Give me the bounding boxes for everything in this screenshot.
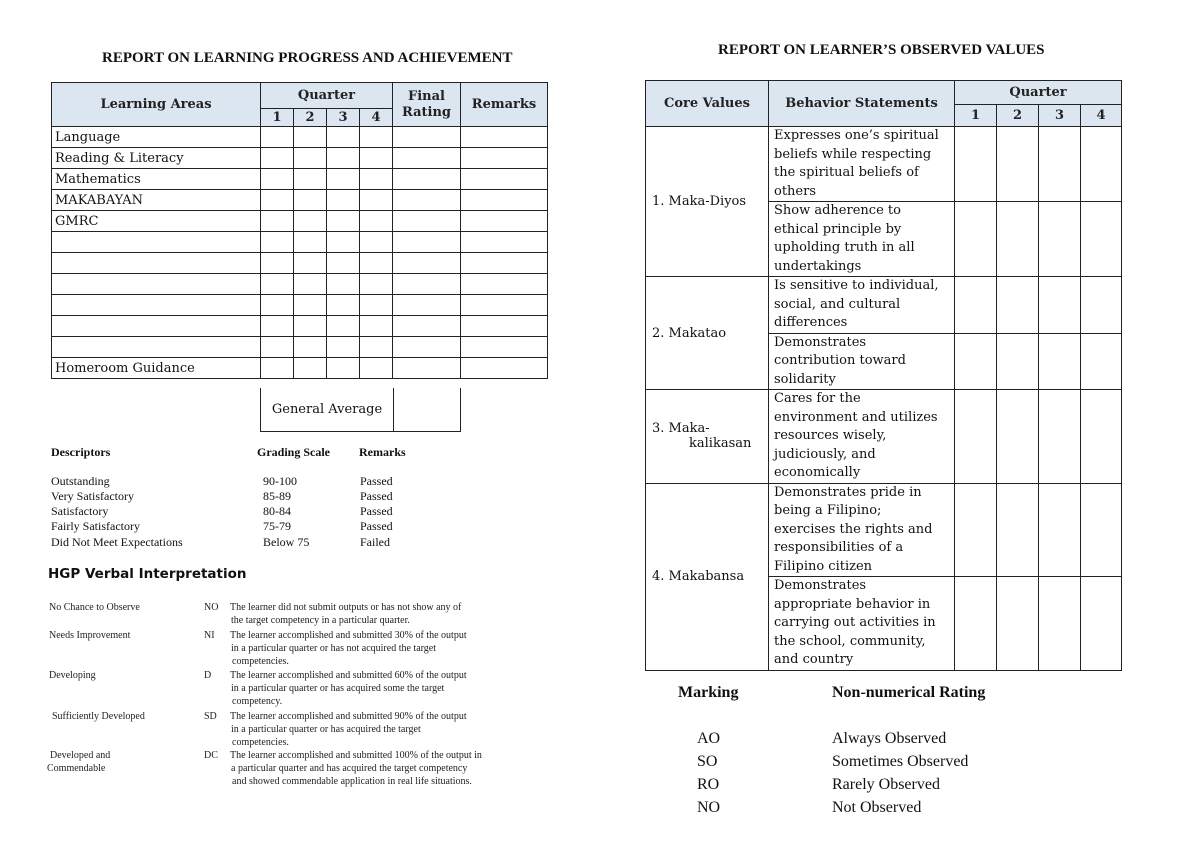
descriptor-remark: Passed [360,489,393,503]
behavior-statement: Demonstrates pride in being a Filipino; exercises the rights and responsibilities of a Filipino citizen [769,483,955,577]
non-numerical-rating-header: Non-numerical Rating [832,684,986,701]
final-rating-cell[interactable] [393,253,461,274]
quarter-4-grade-cell[interactable] [360,295,393,316]
values-quarter-2-header: 2 [997,105,1039,127]
quarter-1-grade-cell[interactable] [261,253,294,274]
grading-scale-value: 85-89 [263,489,291,503]
descriptor-label: Very Satisfactory [51,489,134,503]
marking-code: AO [697,730,721,747]
learning-area-name: Language [52,127,261,148]
value-quarter-3-cell[interactable] [1039,202,1081,277]
value-quarter-1-cell[interactable] [955,202,997,277]
quarter-1-grade-cell[interactable] [261,211,294,232]
descriptor-remark: Passed [360,474,393,488]
value-quarter-2-cell[interactable] [997,577,1039,671]
quarter-4-grade-cell[interactable] [360,253,393,274]
quarter-2-grade-cell[interactable] [294,232,327,253]
behavior-statement: Show adherence to ethical principle by upholding truth in all undertakings [769,202,955,277]
value-quarter-3-cell[interactable] [1039,127,1081,202]
quarter-2-grade-cell[interactable] [294,127,327,148]
remarks-cell[interactable] [461,253,548,274]
grading-scale-value: 80-84 [263,504,291,518]
behavior-statement: Demonstrates appropriate behavior in carrying out activities in the school, community, and country [769,577,955,671]
learning-area-name: Homeroom Guidance [52,358,261,379]
remarks-cell[interactable] [461,274,548,295]
hgp-title: HGP Verbal Interpretation [48,566,247,582]
hgp-code: SD [204,711,217,722]
marking-code: SO [697,753,718,770]
quarter-4-grade-cell[interactable] [360,316,393,337]
final-rating-cell[interactable] [393,232,461,253]
quarter-1-grade-cell[interactable] [261,169,294,190]
hgp-code: NI [204,630,215,641]
behavior-row [646,483,1122,577]
quarter-3-grade-cell[interactable] [327,232,360,253]
quarter-4-grade-cell[interactable] [360,358,393,379]
grading-scale-value: 75-79 [263,519,291,533]
remarks-cell[interactable] [461,232,548,253]
hgp-code: NO [204,602,219,613]
learning-area-name: MAKABAYAN [52,190,261,211]
behavior-statement: Cares for the environment and utilizes resources wisely, judiciously, and economically [769,390,955,484]
grade-row [52,253,548,274]
quarter-3-grade-cell[interactable] [327,253,360,274]
descriptor-label: Satisfactory [51,504,109,518]
quarter-3-grade-cell[interactable] [327,316,360,337]
quarter-1-grade-cell[interactable] [261,232,294,253]
hgp-label: No Chance to Observe [49,602,140,613]
hgp-description: The learner accomplished and submitted 90% of the output in a particular quarter or has acquired the target competencies. [230,711,467,748]
hgp-label: Sufficiently Developed [52,711,145,722]
behavior-row [646,277,1122,334]
descriptor-remark: Passed [360,519,393,533]
observed-values-title: REPORT ON LEARNER’S OBSERVED VALUES [718,42,1045,58]
grade-row [52,211,548,232]
core-value-label: 4. Makabansa [646,483,769,670]
quarter-1-grade-cell[interactable] [261,358,294,379]
grade-row [52,316,548,337]
remarks-cell[interactable] [461,211,548,232]
learning-area-name: Reading & Literacy [52,148,261,169]
grading-scale-value: 90-100 [263,474,297,488]
descriptor-remark: Passed [360,504,393,518]
quarter-1-header: 1 [261,109,294,127]
final-rating-cell[interactable] [393,337,461,358]
value-quarter-4-cell[interactable] [1081,333,1122,390]
behavior-statements-header: Behavior Statements [769,81,955,127]
quarter-4-header: 4 [360,109,393,127]
remarks-cell[interactable] [461,337,548,358]
learning-area-name [52,337,261,358]
learning-area-name [52,253,261,274]
behavior-statement: Expresses one’s spiritual beliefs while respecting the spiritual beliefs of others [769,127,955,202]
marking-rating: Always Observed [832,730,947,747]
quarter-2-grade-cell[interactable] [294,169,327,190]
hgp-description: The learner accomplished and submitted 100% of the output in a particular quarter and has acquired the target competency and showed commendable application in real life situations. [230,750,482,787]
grade-row [52,274,548,295]
value-quarter-2-cell[interactable] [997,483,1039,577]
quarter-header: Quarter [261,83,393,109]
descriptor-remark: Failed [360,535,390,549]
quarter-2-grade-cell[interactable] [294,148,327,169]
quarter-3-grade-cell[interactable] [327,358,360,379]
value-quarter-1-cell[interactable] [955,483,997,577]
remarks-cell[interactable] [461,316,548,337]
descriptor-remarks-header: Remarks [359,445,406,459]
final-rating-cell[interactable] [393,169,461,190]
value-quarter-1-cell[interactable] [955,390,997,484]
marking-rating: Sometimes Observed [832,753,969,770]
value-quarter-1-cell[interactable] [955,577,997,671]
grade-row [52,169,548,190]
marking-rating: Not Observed [832,799,922,816]
quarter-2-grade-cell[interactable] [294,190,327,211]
final-rating-header: Final Rating [393,83,461,127]
value-quarter-1-cell[interactable] [955,333,997,390]
behavior-statement: Is sensitive to individual, social, and cultural differences [769,277,955,334]
grade-row [52,337,548,358]
quarter-4-grade-cell[interactable] [360,127,393,148]
remarks-cell[interactable] [461,127,548,148]
quarter-2-header: 2 [294,109,327,127]
general-average-value-cell[interactable] [393,388,461,432]
final-rating-cell[interactable] [393,148,461,169]
quarter-3-grade-cell[interactable] [327,295,360,316]
learning-area-name [52,295,261,316]
quarter-3-header: 3 [327,109,360,127]
learning-area-name: GMRC [52,211,261,232]
quarter-2-grade-cell[interactable] [294,295,327,316]
remarks-cell[interactable] [461,295,548,316]
values-quarter-4-header: 4 [1081,105,1122,127]
hgp-description: The learner accomplished and submitted 30% of the output in a particular quarter or has not acquired the target competencies. [230,630,467,667]
value-quarter-2-cell[interactable] [997,127,1039,202]
values-quarter-3-header: 3 [1039,105,1081,127]
descriptor-label: Did Not Meet Expectations [51,535,183,549]
grade-row [52,358,548,379]
grade-row [52,295,548,316]
value-quarter-4-cell[interactable] [1081,127,1122,202]
quarter-2-grade-cell[interactable] [294,211,327,232]
quarter-1-grade-cell[interactable] [261,295,294,316]
learning-area-name [52,232,261,253]
hgp-description: The learner did not submit outputs or has not show any of the target competency in a particular quarter. [230,602,462,626]
general-average-box [260,388,461,432]
value-quarter-4-cell[interactable] [1081,577,1122,671]
core-values-header: Core Values [646,81,769,127]
quarter-3-grade-cell[interactable] [327,274,360,295]
grading-scale-value: Below 75 [263,535,310,549]
observed-values-table [645,80,1122,671]
quarter-4-grade-cell[interactable] [360,190,393,211]
behavior-row [646,390,1122,484]
remarks-cell[interactable] [461,190,548,211]
final-rating-cell[interactable] [393,316,461,337]
values-quarter-header: Quarter [955,81,1122,105]
learning-areas-header: Learning Areas [52,83,261,127]
hgp-code: DC [204,750,218,761]
quarter-2-grade-cell[interactable] [294,274,327,295]
value-quarter-2-cell[interactable] [997,277,1039,334]
grade-row [52,127,548,148]
value-quarter-4-cell[interactable] [1081,277,1122,334]
hgp-description: The learner accomplished and submitted 60% of the output in a particular quarter or has acquired some the target competency. [230,670,467,707]
quarter-1-grade-cell[interactable] [261,316,294,337]
behavior-statement: Demonstrates contribution toward solidarity [769,333,955,390]
behavior-row [646,127,1122,202]
value-quarter-1-cell[interactable] [955,277,997,334]
quarter-3-grade-cell[interactable] [327,190,360,211]
quarter-3-grade-cell[interactable] [327,148,360,169]
value-quarter-4-cell[interactable] [1081,483,1122,577]
remarks-cell[interactable] [461,148,548,169]
quarter-3-grade-cell[interactable] [327,127,360,148]
grading-scale-header: Grading Scale [257,445,331,459]
values-quarter-1-header: 1 [955,105,997,127]
core-value-label: 2. Makatao [646,277,769,390]
descriptors-header: Descriptors [51,445,111,459]
final-rating-cell[interactable] [393,295,461,316]
remarks-cell[interactable] [461,358,548,379]
quarter-2-grade-cell[interactable] [294,337,327,358]
marking-code: NO [697,799,721,816]
value-quarter-3-cell[interactable] [1039,483,1081,577]
value-quarter-2-cell[interactable] [997,390,1039,484]
core-value-label: 1. Maka-Diyos [646,127,769,277]
quarter-1-grade-cell[interactable] [261,274,294,295]
value-quarter-4-cell[interactable] [1081,390,1122,484]
value-quarter-3-cell[interactable] [1039,333,1081,390]
hgp-label: Needs Improvement [49,630,131,641]
general-average-label: General Average [260,388,393,432]
value-quarter-2-cell[interactable] [997,202,1039,277]
quarter-3-grade-cell[interactable] [327,211,360,232]
final-rating-cell[interactable] [393,127,461,148]
final-rating-cell[interactable] [393,358,461,379]
descriptor-label: Fairly Satisfactory [51,519,140,533]
hgp-code: D [204,670,212,681]
remarks-header: Remarks [461,83,548,127]
learning-area-name [52,316,261,337]
quarter-2-grade-cell[interactable] [294,358,327,379]
quarter-4-grade-cell[interactable] [360,337,393,358]
value-quarter-1-cell[interactable] [955,127,997,202]
marking-code: RO [697,776,720,793]
grade-row [52,148,548,169]
value-quarter-3-cell[interactable] [1039,390,1081,484]
quarter-2-grade-cell[interactable] [294,316,327,337]
quarter-1-grade-cell[interactable] [261,148,294,169]
hgp-label: Developed and Commendable [47,750,111,774]
grade-row [52,190,548,211]
quarter-4-grade-cell[interactable] [360,274,393,295]
quarter-4-grade-cell[interactable] [360,148,393,169]
learning-progress-title: REPORT ON LEARNING PROGRESS AND ACHIEVEMENT [102,50,513,66]
quarter-4-grade-cell[interactable] [360,232,393,253]
marking-header: Marking [678,684,739,701]
quarter-3-grade-cell[interactable] [327,169,360,190]
quarter-2-grade-cell[interactable] [294,253,327,274]
descriptor-label: Outstanding [51,474,110,488]
value-quarter-3-cell[interactable] [1039,577,1081,671]
learning-progress-table [51,82,548,379]
quarter-3-grade-cell[interactable] [327,337,360,358]
final-rating-cell[interactable] [393,211,461,232]
value-quarter-3-cell[interactable] [1039,277,1081,334]
value-quarter-4-cell[interactable] [1081,202,1122,277]
learning-area-name: Mathematics [52,169,261,190]
hgp-label: Developing [49,670,96,681]
remarks-cell[interactable] [461,169,548,190]
core-value-label: 3. Maka- kalikasan [646,390,769,484]
final-rating-cell[interactable] [393,274,461,295]
quarter-1-grade-cell[interactable] [261,127,294,148]
quarter-4-grade-cell[interactable] [360,211,393,232]
grade-row [52,232,548,253]
value-quarter-2-cell[interactable] [997,333,1039,390]
quarter-4-grade-cell[interactable] [360,169,393,190]
marking-rating: Rarely Observed [832,776,940,793]
quarter-1-grade-cell[interactable] [261,190,294,211]
final-rating-cell[interactable] [393,190,461,211]
learning-area-name [52,274,261,295]
quarter-1-grade-cell[interactable] [261,337,294,358]
